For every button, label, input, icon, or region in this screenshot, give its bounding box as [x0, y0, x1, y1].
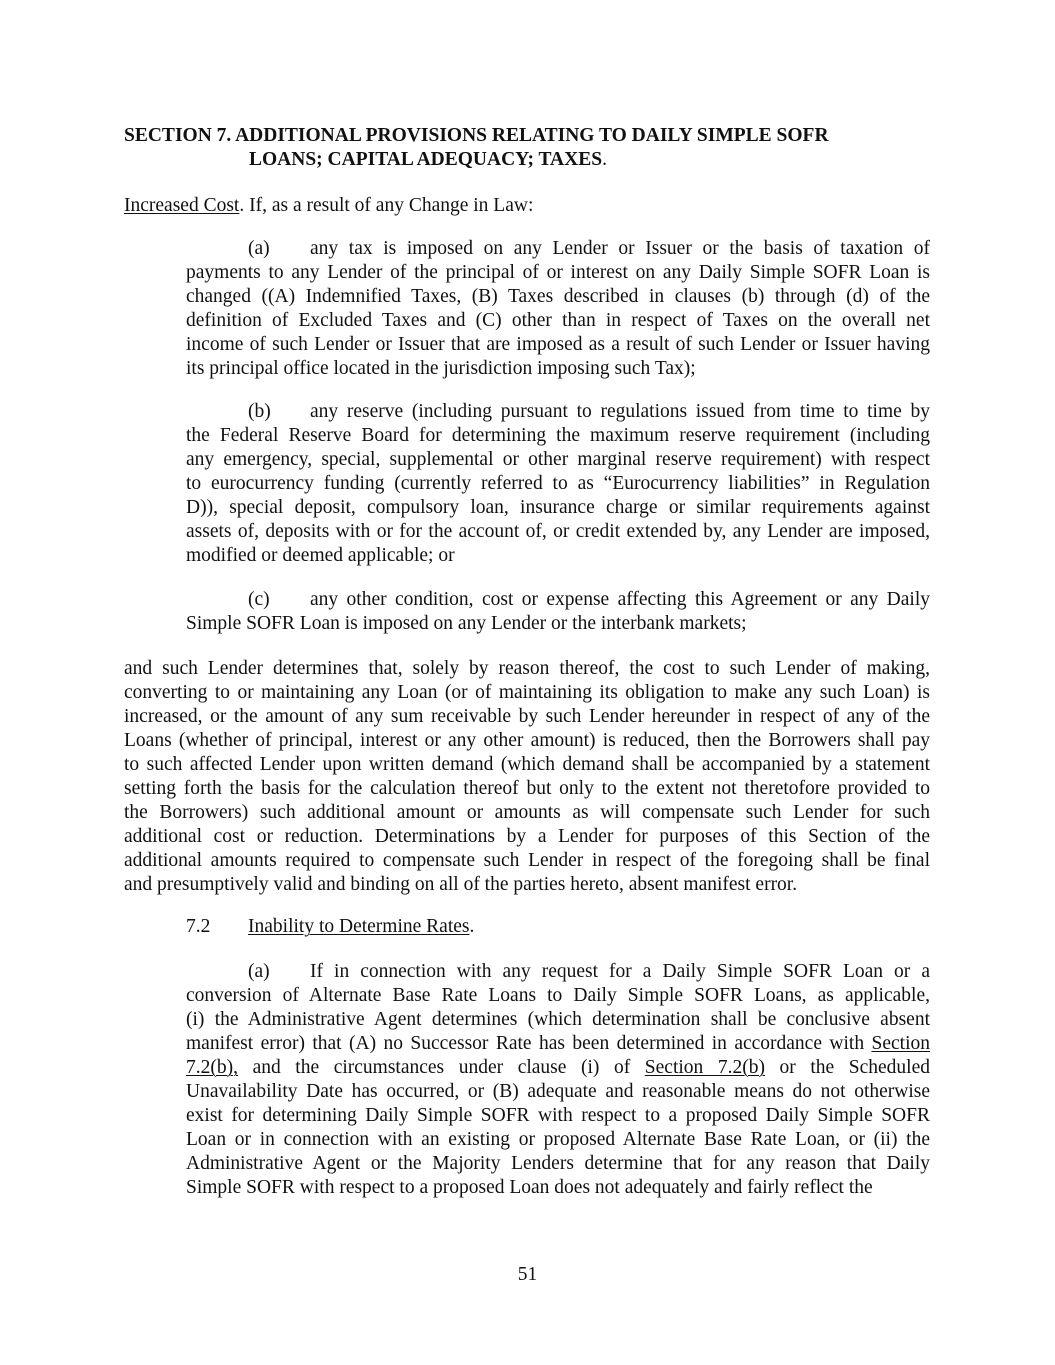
section-reference-link[interactable]: Section 7.2(b)	[644, 1057, 765, 1078]
text-line	[248, 960, 930, 984]
text-line	[186, 472, 930, 496]
section-number: 7.2	[186, 916, 211, 937]
text-segment: manifest error) that (A) no Successor Rate has been determined in accordance with	[186, 1033, 872, 1054]
text-segment: additional amounts required to compensate such Lender in respect of the foregoing shall be final	[124, 850, 930, 871]
heading-title: LOANS; CAPITAL ADEQUACY; TAXES	[249, 149, 603, 170]
text-line	[186, 1008, 930, 1032]
text-segment: and presumptively valid and binding on all of the parties hereto, absent manifest error.	[124, 874, 798, 895]
clause-label: (a)	[248, 238, 270, 259]
section-7-2-heading	[186, 915, 474, 939]
text-segment: its principal office located in the jurisdiction imposing such Tax);	[186, 358, 696, 379]
text-line	[186, 496, 930, 520]
text-segment: converting to or maintaining any Loan (or of maintaining its obligation to make any such Loan) is	[124, 682, 930, 703]
text-segment: Administrative Agent or the Majority Lenders determine that for any reason that Daily	[186, 1153, 930, 1174]
heading-line-2	[249, 148, 829, 172]
text-segment: any emergency, special, supplemental or other marginal reserve requirement) with respect	[186, 449, 930, 470]
text-line	[124, 705, 930, 729]
text-line	[124, 849, 930, 873]
clause-b-reserve	[186, 400, 930, 568]
text-line	[186, 424, 930, 448]
text-segment: modified or deemed applicable; or	[186, 545, 455, 566]
text-segment: or the Scheduled	[764, 1057, 931, 1078]
text-line	[186, 333, 930, 357]
increased-cost-text: . If, as a result of any Change in Law:	[239, 195, 534, 216]
text-line	[124, 873, 930, 897]
text-segment: any tax is imposed on any Lender or Issuer or the basis of taxation of	[310, 238, 930, 259]
text-line	[186, 1032, 930, 1056]
text-segment: any reserve (including pursuant to regulations issued from time to time by	[310, 401, 930, 422]
text-segment: conversion of Alternate Base Rate Loans to Daily Simple SOFR Loans, as applicable,	[186, 985, 930, 1006]
text-line	[186, 448, 930, 472]
text-segment: Simple SOFR Loan is imposed on any Lender or the interbank markets;	[186, 613, 747, 634]
section-heading	[124, 124, 829, 172]
text-segment: to such affected Lender upon written demand (which demand shall be accompanied by a statement	[124, 754, 930, 775]
text-line	[124, 777, 930, 801]
text-line	[186, 1056, 930, 1080]
text-segment: D)), special deposit, compulsory loan, insurance charge or similar requirements against	[186, 497, 930, 518]
text-line	[248, 400, 930, 424]
section-title-period: .	[469, 916, 475, 937]
text-line	[248, 237, 930, 261]
text-segment: definition of Excluded Taxes and (C) other than in respect of Taxes on the overall net	[186, 310, 930, 331]
text-line	[124, 657, 930, 681]
text-line	[248, 588, 930, 612]
clause-label: (c)	[248, 589, 270, 610]
text-segment: assets of, deposits with or for the account of, or credit extended by, any Lender are imposed,	[186, 521, 930, 542]
increased-cost-paragraph	[124, 657, 930, 897]
text-line	[186, 1104, 930, 1128]
text-line	[186, 612, 930, 636]
heading-line-1: SECTION 7. ADDITIONAL PROVISIONS RELATING TO DAILY SIMPLE SOFR	[124, 125, 829, 146]
text-line	[186, 1128, 930, 1152]
increased-cost-title: Increased Cost	[124, 195, 240, 216]
text-segment: any other condition, cost or expense affecting this Agreement or any Daily	[310, 589, 930, 610]
text-segment: and the circumstances under clause (i) of	[238, 1057, 645, 1078]
text-segment: payments to any Lender of the principal of or interest on any Daily Simple SOFR Loan is	[186, 262, 930, 283]
page-number: 51	[517, 1264, 538, 1285]
section-reference-link[interactable]: Section	[871, 1033, 930, 1054]
text-segment: to eurocurrency funding (currently referred to as “Eurocurrency liabilities” in Regulation	[186, 473, 930, 494]
text-line	[124, 729, 930, 753]
text-line	[186, 984, 930, 1008]
text-line	[124, 753, 930, 777]
section-reference-link[interactable]: 7.2(b),	[186, 1057, 238, 1078]
text-segment: Unavailability Date has occurred, or (B) adequate and reasonable means do not otherwise	[186, 1081, 930, 1102]
text-line	[186, 285, 930, 309]
text-segment: (i) the Administrative Agent determines (which determination shall be conclusive absent	[186, 1009, 930, 1030]
text-line	[186, 520, 930, 544]
section-7-2-clause-a	[186, 960, 930, 1200]
section-title: Inability to Determine Rates	[248, 916, 470, 937]
text-segment: changed ((A) Indemnified Taxes, (B) Taxes described in clauses (b) through (d) of the	[186, 286, 930, 307]
text-segment: exist for determining Daily Simple SOFR with respect to a proposed Daily Simple SOFR	[186, 1105, 930, 1126]
text-segment: Simple SOFR with respect to a proposed Loan does not adequately and fairly reflect the	[186, 1177, 873, 1198]
increased-cost-intro	[124, 194, 533, 218]
clause-a-taxes	[186, 237, 930, 381]
text-segment: income of such Lender or Issuer that are imposed as a result of such Lender or Issuer having	[186, 334, 930, 355]
text-line	[124, 825, 930, 849]
heading-period: .	[602, 149, 607, 170]
text-segment: Loan or in connection with an existing or proposed Alternate Base Rate Loan, or (ii) the	[186, 1129, 930, 1150]
text-segment: increased, or the amount of any sum receivable by such Lender hereunder in respect of any of the	[124, 706, 930, 727]
text-line	[124, 681, 930, 705]
text-segment: If in connection with any request for a Daily Simple SOFR Loan or a	[310, 961, 930, 982]
text-line	[186, 544, 930, 568]
text-segment: additional cost or reduction. Determinations by a Lender for purposes of this Section of the	[124, 826, 930, 847]
text-line	[124, 801, 930, 825]
text-segment: and such Lender determines that, solely by reason thereof, the cost to such Lender of making,	[124, 658, 930, 679]
text-segment: Loans (whether of principal, interest or any other amount) is reduced, then the Borrowers shall pay	[124, 730, 930, 751]
text-line	[186, 309, 930, 333]
text-line	[186, 1080, 930, 1104]
clause-c-other	[186, 588, 930, 636]
text-line	[186, 1176, 930, 1200]
text-line	[186, 357, 930, 381]
text-line	[186, 261, 930, 285]
text-line	[186, 1152, 930, 1176]
text-segment: setting forth the basis for the calculation thereof but only to the extent not theretofore provided to	[124, 778, 930, 799]
text-segment: the Federal Reserve Board for determining the maximum reserve requirement (including	[186, 425, 930, 446]
text-segment: the Borrowers) such additional amount or amounts as will compensate such Lender for such	[124, 802, 930, 823]
clause-label: (b)	[248, 401, 271, 422]
clause-label: (a)	[248, 961, 270, 982]
